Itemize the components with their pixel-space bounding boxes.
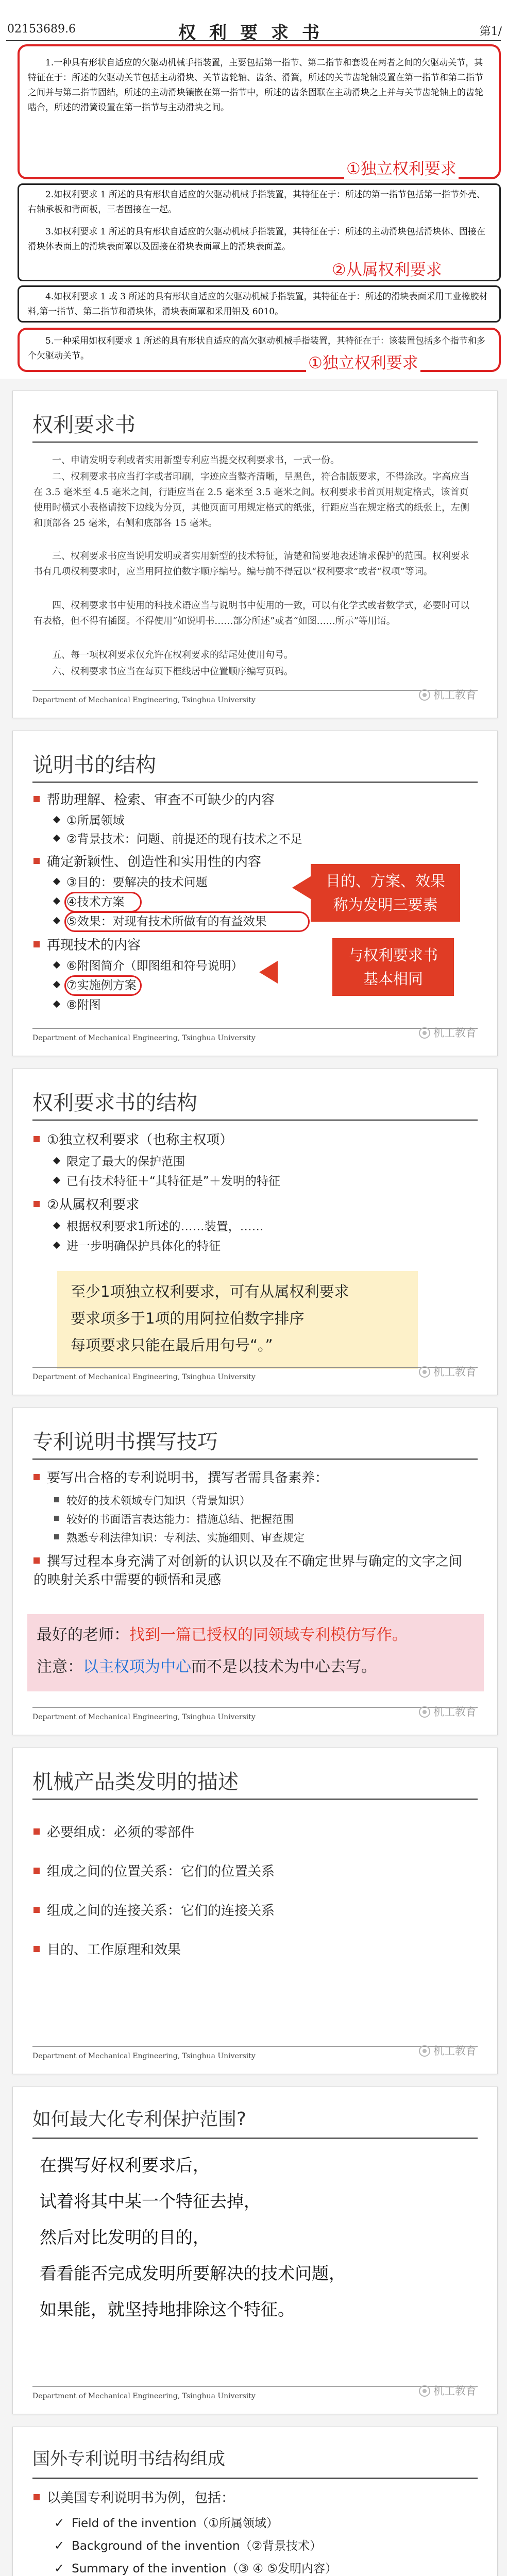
rule-paragraph: 六、权利要求书应当在每页下框线居中位置顺序编写页码。 xyxy=(52,666,293,677)
bullet-icon xyxy=(53,816,60,823)
bullet-icon xyxy=(53,1177,60,1184)
footer-divider xyxy=(32,1367,478,1368)
bullet-icon xyxy=(33,941,40,947)
text-line: 看看能否完成发明所要解决的技术问题， xyxy=(40,2263,346,2283)
footer-divider xyxy=(32,1028,478,1029)
slide-title: 国外专利说明书结构组成 xyxy=(32,2449,225,2469)
bullet-icon xyxy=(53,917,60,924)
bullet-icon xyxy=(53,981,60,988)
bullet-icon xyxy=(53,897,60,905)
rule-paragraph: 一、申请发明专利或者实用新型专利应当提交权利要求书，一式一份。 xyxy=(52,455,340,466)
bullet-icon xyxy=(53,835,60,842)
tip-line: 注意：以主权项为中心而不是以技术为中心去写。 xyxy=(37,1658,377,1676)
bullet-icon xyxy=(33,1136,40,1142)
claim-1-tag: ①独立权利要求 xyxy=(344,159,459,179)
footer-divider xyxy=(32,1707,478,1708)
highlight-oval xyxy=(64,892,142,912)
slide-title: 权利要求书的结构 xyxy=(32,1091,197,1115)
highlight-oval xyxy=(64,911,310,932)
list-item: ⑥附图简介（即图组和符号说明） xyxy=(54,958,243,974)
claim-5-text: 5.一种采用如权利要求 1 所述的具有形状自适应的高欠驱动机械手指装置，其特征在于：该装置包括多个指节和多个欠驱动关节。 xyxy=(28,336,485,361)
list-item: 再现技术的内容 xyxy=(33,936,141,955)
slide-foreign-structure xyxy=(12,2427,498,2576)
bullet-icon xyxy=(54,1534,59,1539)
watermark-text: 机工教育 xyxy=(433,2045,477,2057)
callout-same-as-claims xyxy=(332,938,454,996)
bullet-icon xyxy=(53,1242,60,1249)
slide-description-structure xyxy=(12,731,498,1056)
slide-claims-structure xyxy=(12,1069,498,1395)
watermark-text: 机工教育 xyxy=(433,1027,477,1039)
callout-line: 目的、方案、效果 xyxy=(325,872,445,890)
document-header xyxy=(0,0,507,43)
slide-title: 专利说明书撰写技巧 xyxy=(32,1430,218,1454)
watermark-logo-icon xyxy=(419,1027,430,1039)
list-item: 限定了最大的保护范围 xyxy=(54,1154,185,1170)
callout-line: 基本相同 xyxy=(363,970,423,988)
slide-claims-rules xyxy=(12,391,498,718)
watermark-text: 机工教育 xyxy=(433,2385,477,2397)
list-item: 熟悉专利法律知识：专利法、实施细则、审查规定 xyxy=(54,1530,305,1546)
note-line: 要求项多于1项的用阿拉伯数字排序 xyxy=(71,1310,305,1327)
slide-footer: Department of Mechanical Engineering, Tsinghua University xyxy=(32,1713,256,1721)
slide-footer: Department of Mechanical Engineering, Tsinghua University xyxy=(32,1034,256,1042)
list-item: 较好的技术领域专门知识（背景知识） xyxy=(54,1493,250,1509)
footer-divider xyxy=(32,690,478,691)
watermark xyxy=(419,1025,477,1040)
watermark xyxy=(419,1364,477,1379)
watermark xyxy=(419,2383,477,2398)
watermark-logo-icon xyxy=(419,689,430,701)
bullet-icon xyxy=(33,1557,40,1564)
claims-note-box xyxy=(57,1271,418,1369)
bullet-icon xyxy=(53,878,60,885)
rule-paragraph: 四、权利要求书中使用的科技术语应当与说明书中使用的一致，可以有化学式或者数学式，必要时可以有表格，但不得有插图。不得使用“如说明书……部分所述”或者“如图……所示”等用语。 xyxy=(33,600,469,626)
slide-footer: Department of Mechanical Engineering, Tsinghua University xyxy=(32,696,256,704)
footer-divider xyxy=(32,2046,478,2047)
watermark-logo-icon xyxy=(419,1366,430,1378)
list-intro: 以美国专利说明书为例，包括： xyxy=(33,2489,234,2507)
bullet-icon xyxy=(53,1222,60,1229)
watermark-logo-icon xyxy=(419,2045,430,2057)
list-item: 必要组成：必须的零部件 xyxy=(33,1823,194,1842)
title-divider xyxy=(32,442,478,443)
claim-5-tag: ①独立权利要求 xyxy=(306,353,420,373)
list-item: 目的、工作原理和效果 xyxy=(33,1941,181,1959)
list-item: ③目的：要解决的技术问题 xyxy=(54,874,208,891)
watermark xyxy=(419,1704,477,1719)
list-item: ⑦实施例方案 xyxy=(54,977,137,994)
rule-paragraph: 三、权利要求书应当说明发明或者实用新型的技术特征，清楚和简要地表述请求保护的范围。权利要求书有几项权利要求时，应当用阿拉伯数字顺序编号。编号前不得冠以“权利要求”或者“权项”等词。 xyxy=(33,551,469,577)
bullet-icon xyxy=(54,1497,59,1502)
slide-maximize-protection xyxy=(12,2087,498,2414)
slide-title: 权利要求书 xyxy=(32,413,136,437)
slide-mechanical-description xyxy=(12,1748,498,2074)
claim-2-text: 2.如权利要求 1 所述的具有形状自适应的欠驱动机械手指装置，其特征在于：所述的第一指节包括第一指节外壳、右轴承板和背面板，三者固接在一起。 xyxy=(28,190,485,215)
patent-claims-page xyxy=(0,0,507,379)
list-item: ④技术方案 xyxy=(54,894,125,910)
list-item: 进一步明确保护具体化的特征 xyxy=(54,1238,221,1255)
slide-title: 说明书的结构 xyxy=(32,753,156,777)
text-line: 然后对比发明的目的， xyxy=(40,2227,210,2247)
list-item: 要写出合格的专利说明书，撰写者需具备素养： xyxy=(33,1469,328,1487)
text-line: 如果能，就坚持地排除这个特征。 xyxy=(40,2299,295,2319)
bullet-icon xyxy=(53,1157,60,1164)
watermark-logo-icon xyxy=(419,2385,430,2397)
watermark-text: 机工教育 xyxy=(433,1706,477,1718)
bullet-icon xyxy=(53,1001,60,1008)
claim-4-text: 4.如权利要求 1 或 3 所述的具有形状自适应的欠驱动机械手指装置，其特征在于：所述的滑块表面采用工业橡胶材料,第一指节、第二指节和滑块体，滑块表面罩和采用铝及 6010。 xyxy=(28,292,488,317)
list-item: 组成之间的位置关系：它们的位置关系 xyxy=(33,1862,275,1881)
bullet-icon xyxy=(33,1868,40,1874)
bullet-icon xyxy=(53,961,60,969)
document-title: 权利要求书 xyxy=(178,23,333,43)
bullet-icon xyxy=(33,796,40,802)
list-item: 帮助理解、检索、审查不可缺少的内容 xyxy=(33,791,275,809)
checkmark-icon: ✓ xyxy=(54,2561,65,2575)
slide-title: 机械产品类发明的描述 xyxy=(32,1770,239,1794)
checkmark-icon: ✓ xyxy=(54,2516,65,2530)
list-item: 根据权利要求1所述的……装置，…… xyxy=(54,1218,264,1235)
list-item: 组成之间的连接关系：它们的连接关系 xyxy=(33,1902,275,1920)
slide-footer: Department of Mechanical Engineering, Tsinghua University xyxy=(32,2392,256,2400)
best-practice-box xyxy=(27,1614,484,1691)
bullet-icon xyxy=(33,1946,40,1952)
list-item: ⑧附图 xyxy=(54,997,101,1013)
callout-line: 与权利要求书 xyxy=(348,946,438,964)
title-divider xyxy=(32,1120,478,1121)
note-line: 每项要求只能在最后用句号“。” xyxy=(71,1336,273,1354)
bullet-icon xyxy=(33,1201,40,1207)
title-divider xyxy=(32,1799,478,1800)
list-item: ①所属领域 xyxy=(54,812,125,829)
list-item: 撰写过程本身充满了对创新的认识以及在不确定世界与确定的文字之间的映射关系中需要的顿悟和灵感 xyxy=(33,1554,463,1588)
claim-3-text: 3.如权利要求 1 所述的具有形状自适应的欠驱动机械手指装置，其特征在于：所述的主动滑块包括滑块体、固接在滑块体表面上的滑块表面罩以及固接在滑块表面罩上的滑块表面盖。 xyxy=(28,227,485,252)
callout-line: 称为发明三要素 xyxy=(333,896,438,913)
list-item: ✓ Summary of the invention（③ ④ ⑤发明内容） xyxy=(54,2561,337,2575)
text-line: 在撰写好权利要求后， xyxy=(40,2155,210,2175)
callout-arrow xyxy=(292,876,311,899)
slide-footer: Department of Mechanical Engineering, Tsinghua University xyxy=(32,2052,256,2060)
rule-paragraph: 五、每一项权利要求仅允许在权利要求的结尾处使用句号。 xyxy=(52,650,293,660)
list-item: ✓ Field of the invention（①所属领域） xyxy=(54,2516,279,2530)
title-divider xyxy=(32,2478,478,2479)
text-line: 试着将其中某一个特征去掉， xyxy=(40,2191,261,2211)
slide-title: 如何最大化专利保护范围? xyxy=(32,2109,247,2130)
claim-1-text: 1.一种具有形状自适应的欠驱动机械手指装置，主要包括第一指节、第二指节和套设在两者之间的欠驱动关节，其特征在于：所述的欠驱动关节包括主动滑块、关节齿轮轴、齿条、滑簧，所述的关节齿轮轴设置在第一指节和第二指节之间并与第二指节固结，所述的主动滑块镶嵌在第一指节中，所述的齿条固联在主动滑块之上并与关节齿轮轴上的齿轮啮合，所述的滑簧设置在第一指节与主动滑块之间。 xyxy=(28,58,483,113)
bullet-icon xyxy=(33,2494,40,2500)
callout-arrow xyxy=(259,961,278,984)
footer-divider xyxy=(32,2386,478,2387)
bullet-icon xyxy=(54,1516,59,1521)
watermark xyxy=(419,687,477,702)
list-item: ①独立权利要求（也称主权项） xyxy=(33,1131,233,1149)
watermark xyxy=(419,2043,477,2058)
list-item: ✓ Background of the invention（②背景技术） xyxy=(54,2538,322,2553)
list-item: ⑤效果：对现有技术所做有的有益效果 xyxy=(54,913,267,930)
bullet-icon xyxy=(33,1474,40,1480)
title-divider xyxy=(32,782,478,783)
application-number: 02153689.6 xyxy=(7,23,76,36)
list-item: 已有技术特征＋“其特征是”＋发明的特征 xyxy=(54,1173,280,1190)
list-item: ②从属权利要求 xyxy=(33,1196,139,1214)
bullet-icon xyxy=(33,1907,40,1913)
note-line: 至少1项独立权利要求，可有从属权利要求 xyxy=(71,1283,349,1300)
watermark-text: 机工教育 xyxy=(433,689,477,701)
slide-footer: Department of Mechanical Engineering, Tsinghua University xyxy=(32,1373,256,1381)
title-divider xyxy=(32,1459,478,1460)
highlight-oval xyxy=(64,975,142,996)
callout-three-elements xyxy=(311,864,460,922)
bullet-icon xyxy=(33,1828,40,1835)
list-item: 较好的书面语言表达能力：措施总结、把握范围 xyxy=(54,1511,294,1528)
page-number: 第1/ xyxy=(479,25,502,38)
slide-writing-tips xyxy=(12,1408,498,1735)
watermark-text: 机工教育 xyxy=(433,1366,477,1378)
bullet-icon xyxy=(33,858,40,864)
list-item: ②背景技术：问题、前提还的现有技术之不足 xyxy=(54,831,302,848)
tip-line: 最好的老师：找到一篇已授权的同领域专利模仿写作。 xyxy=(37,1626,408,1644)
header-divider xyxy=(6,40,501,41)
checkmark-icon: ✓ xyxy=(54,2538,65,2553)
rule-paragraph: 二、权利要求书应当打字或者印刷，字迹应当整齐清晰，呈黑色，符合制版要求，不得涂改。字高应当在 3.5 毫米至 4.5 毫米之间，行距应当在 2.5 毫米至 3.5 毫米之间。权利要求书首页用规定格式，该首页使用时横式小表格请按下边线为分页，其他页面可用规定格式的纸张，行距应当在规定格式的纸张上，左侧和顶部各 25 毫米，右侧和底部各 15 毫米。 xyxy=(33,471,469,529)
watermark-logo-icon xyxy=(419,1706,430,1718)
list-item: 确定新颖性、创造性和实用性的内容 xyxy=(33,853,261,871)
title-divider xyxy=(32,2138,478,2139)
dependent-claims-tag: ②从属权利要求 xyxy=(330,260,444,280)
